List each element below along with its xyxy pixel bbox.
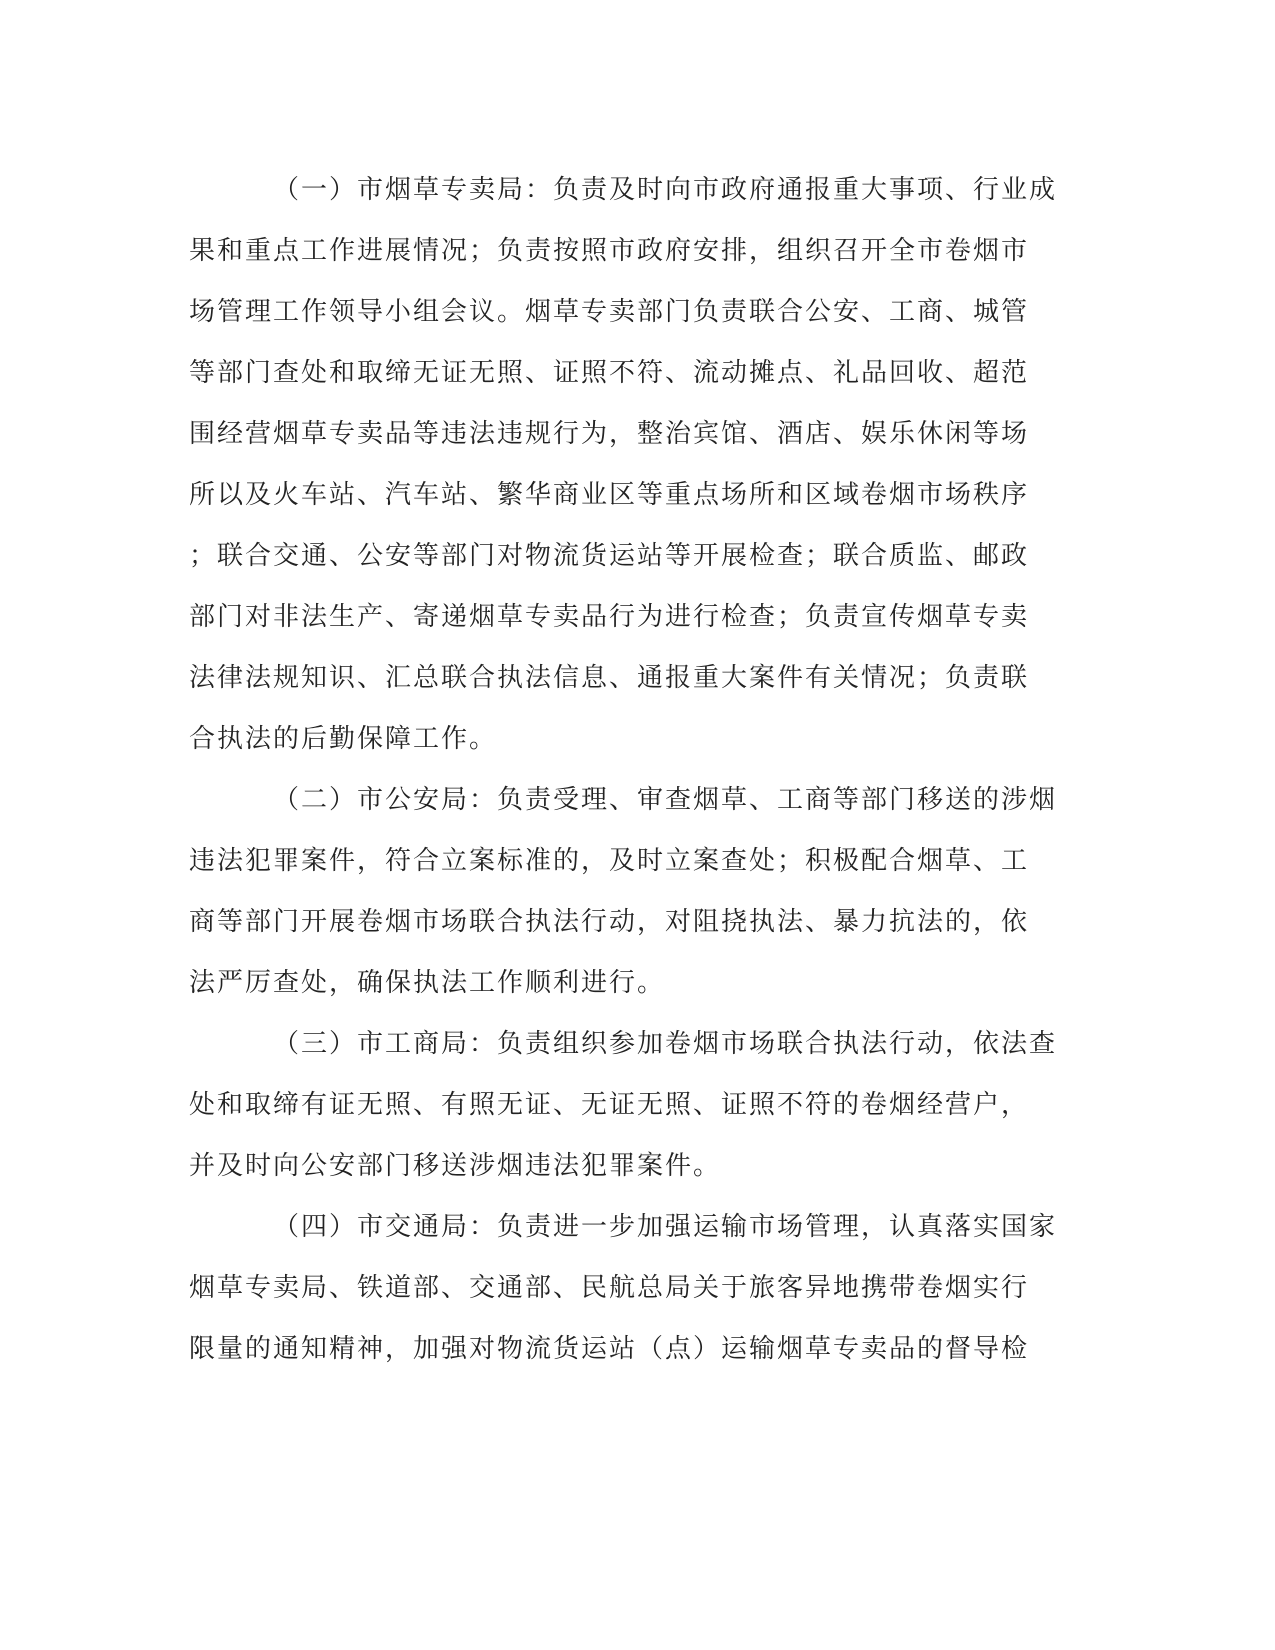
text-line: （四）市交通局：负责进一步加强运输市场管理，认真落实国家 <box>273 1212 1058 1242</box>
paragraph-1 <box>189 160 1084 770</box>
text-line: 烟草专卖局、铁道部、交通部、民航总局关于旅客异地携带卷烟实行 <box>189 1273 1030 1303</box>
text-line: 限量的通知精神，加强对物流货运站（点）运输烟草专卖品的督导检 <box>189 1334 1030 1364</box>
paragraph-2 <box>189 770 1084 1014</box>
text-line: 并及时向公安部门移送涉烟违法犯罪案件。 <box>189 1151 722 1181</box>
text-line: 场管理工作领导小组会议。烟草专卖部门负责联合公安、工商、城管 <box>189 297 1030 327</box>
text-line: 等部门查处和取缔无证无照、证照不符、流动摊点、礼品回收、超范 <box>189 358 1030 388</box>
text-line: 违法犯罪案件，符合立案标准的，及时立案查处；积极配合烟草、工 <box>189 846 1030 876</box>
paragraph-4 <box>189 1197 1084 1380</box>
document-body <box>189 160 1084 1380</box>
text-line: 部门对非法生产、寄递烟草专卖品行为进行检查；负责宣传烟草专卖 <box>189 602 1030 632</box>
text-line: 处和取缔有证无照、有照无证、无证无照、证照不符的卷烟经营户， <box>189 1090 1030 1120</box>
text-line: 所以及火车站、汽车站、繁华商业区等重点场所和区域卷烟市场秩序 <box>189 480 1030 510</box>
text-line: 商等部门开展卷烟市场联合执法行动，对阻挠执法、暴力抗法的，依 <box>189 907 1030 937</box>
text-line: （一）市烟草专卖局：负责及时向市政府通报重大事项、行业成 <box>273 175 1058 205</box>
text-line: （三）市工商局：负责组织参加卷烟市场联合执法行动，依法查 <box>273 1029 1058 1059</box>
text-line: （二）市公安局：负责受理、审查烟草、工商等部门移送的涉烟 <box>273 785 1058 815</box>
text-line: 合执法的后勤保障工作。 <box>189 724 498 754</box>
text-line: ；联合交通、公安等部门对物流货运站等开展检查；联合质监、邮政 <box>189 541 1030 571</box>
text-line: 果和重点工作进展情况；负责按照市政府安排，组织召开全市卷烟市 <box>189 236 1030 266</box>
text-line: 围经营烟草专卖品等违法违规行为，整治宾馆、酒店、娱乐休闲等场 <box>189 419 1030 449</box>
text-line: 法严厉查处，确保执法工作顺利进行。 <box>189 968 666 998</box>
paragraph-3 <box>189 1014 1084 1197</box>
text-line: 法律法规知识、汇总联合执法信息、通报重大案件有关情况；负责联 <box>189 663 1030 693</box>
